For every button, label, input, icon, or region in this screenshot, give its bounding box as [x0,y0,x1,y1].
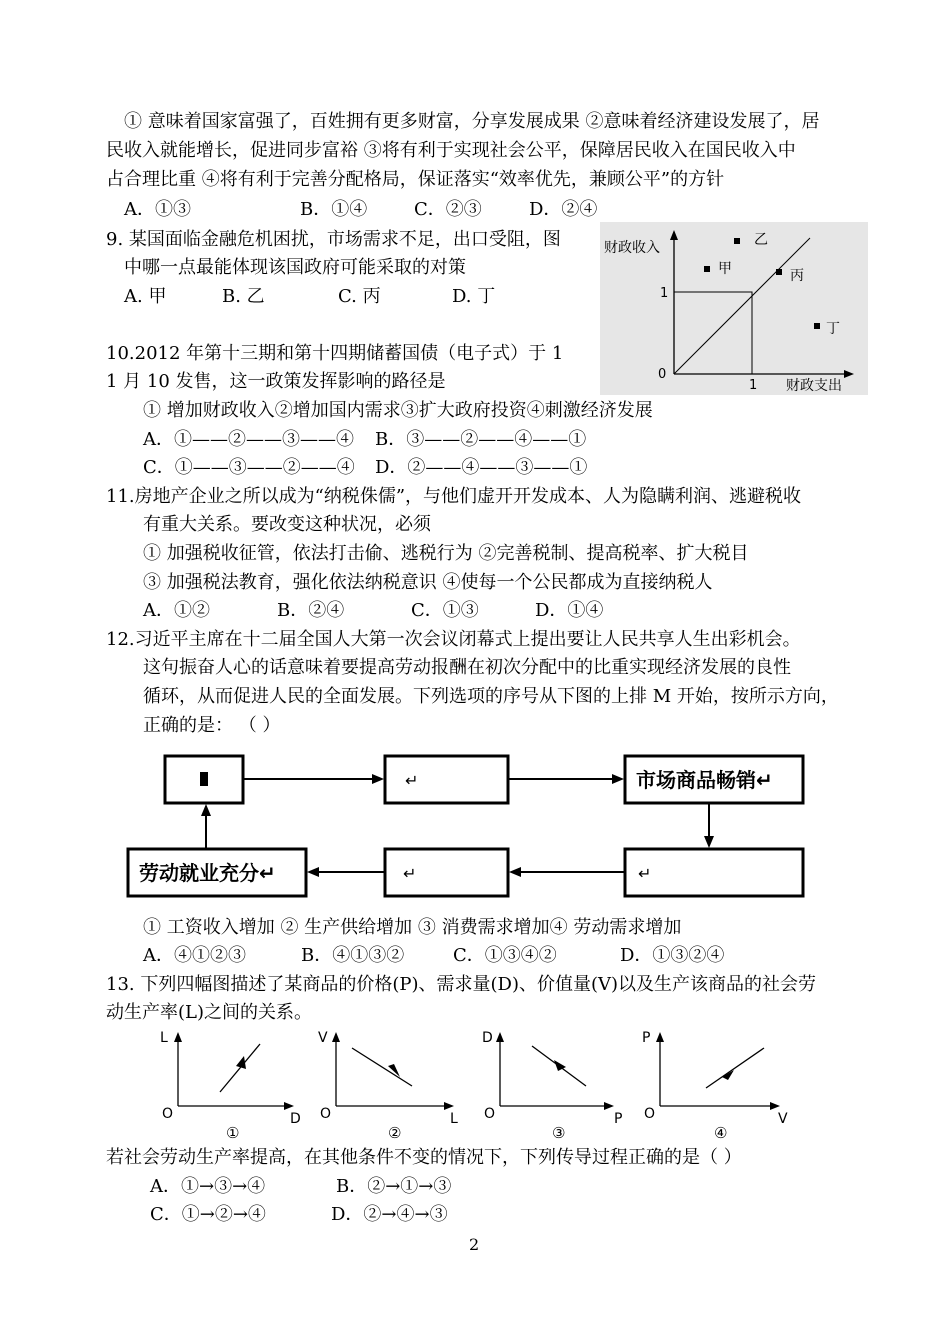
q10-option-b: B．③——②——④——① [375,429,587,450]
flow-box-market-label: 市场商品畅销↵ [636,768,773,792]
flow-box-labor-label: 劳动就业充分↵ [139,861,276,885]
q13-option-a: A．①→③→④ [150,1176,266,1197]
q12-option-b: B．④①③② [301,945,405,966]
q13-g1-y: L [160,1030,168,1046]
q9-ylabel: 财政收入 [604,240,660,256]
q10-option-d: D．②——④——③——① [375,457,588,478]
q13-g4-y: P [642,1030,651,1046]
flow-arrowhead-6 [201,804,211,816]
q13-option-d: D．②→④→③ [331,1204,448,1225]
q9-option-c: C. 丙 [338,286,381,307]
q9-xtick: 1 [749,378,758,393]
q13-option-c: C．①→②→④ [150,1204,266,1225]
q9-point-yi-marker [734,238,740,244]
q11-line-3: ① 加强税收征管，依法打击偷、逃税行为 ②完善税制、提高税率、扩大税目 [143,543,749,564]
q9-point-jia: 甲 [718,261,732,277]
q13-g3-origin: O [484,1106,496,1122]
q9-option-b: B. 乙 [222,286,265,307]
q12-line-1: 12.习近平主席在十二届全国人大第一次会议闭幕式上提出要让人民共享人生出彩机会。 [106,629,801,650]
intro-line-2: 民收入就能增长，促进同步富裕 ③将有利于实现社会公平，保障居民收入在国民收入中 [106,140,796,161]
q13-graph-3 [482,1030,622,1142]
intro-line-1: ① 意味着国家富强了，百姓拥有更多财富，分享发展成果 ②意味着经济建设发展了，居 [124,111,820,132]
q13-line-3: 若社会劳动生产率提高，在其他条件不变的情况下，下列传导过程正确的是（ ） [106,1147,742,1168]
q9-point-bing-marker [776,269,782,275]
q13-line-1: 13. 下列四幅图描述了某商品的价格(P)、需求量(D)、价值量(V)以及生产该商品的社会劳 [106,974,817,995]
q11-option-d: D．①④ [535,600,604,621]
q9-point-ding-marker [814,323,820,329]
q13-graph-4 [642,1030,788,1142]
intro-option-d: D．②④ [529,199,598,220]
q11-line-2: 有重大关系。要改变这种状况，必须 [143,514,431,535]
flow-box-top-mid [385,756,508,803]
q13-g4-origin: O [644,1106,656,1122]
flow-arrowhead-3 [704,836,714,848]
flow-arrowhead-4 [509,867,521,877]
q10-option-c: C．①——③——②——④ [143,457,355,478]
q9-ytick: 1 [660,286,669,301]
q13-g4-x: V [778,1111,788,1127]
q9-option-d: D. 丁 [452,286,496,307]
q13-graph-2 [318,1030,458,1142]
q12-option-c: C．①③④② [453,945,557,966]
q11-option-c: C．①③ [411,600,479,621]
q10-line-3: ① 增加财政收入②增加国内需求③扩大政府投资④刺激经济发展 [143,400,653,421]
q9-line-1: 9. 某国面临金融危机困扰，市场需求不足，出口受阻，图 [106,229,561,250]
q9-point-jia-marker [704,266,710,272]
q13-g4-num: ④ [714,1124,728,1142]
q9-point-bing: 丙 [790,268,804,284]
q10-line-2: 1 月 10 发售，这一政策发挥影响的路径是 [106,371,446,392]
q12-option-a: A．④①②③ [143,945,246,966]
q9-xlabel: 财政支出 [786,378,842,394]
q9-option-a: A. 甲 [124,286,167,307]
q12-flow-diagram [120,748,820,908]
q13-g1-num: ① [226,1124,240,1142]
intro-option-b: B．①④ [300,199,368,220]
q9-fiscal-chart [600,222,868,395]
q11-line-1: 11.房地产企业之所以成为“纳税侏儒”，与他们虚开开发成本、人为隐瞒利润、逃避税收 [106,486,802,507]
q13-g3-num: ③ [552,1124,566,1142]
flow-box-bottom-mid-label: ↵ [403,864,417,883]
flow-box-bottom-right-label: ↵ [638,864,652,883]
q11-option-b: B．②④ [277,600,345,621]
q11-option-a: A．①② [143,600,210,621]
q12-line-4: 正确的是： （ ） [143,715,281,736]
q13-g2-y: V [318,1030,328,1046]
q13-g1-x: D [290,1111,301,1127]
page-number: 2 [469,1235,480,1254]
intro-line-3: 占合理比重 ④将有利于完善分配格局，保证落实“效率优先，兼顾公平”的方针 [106,169,725,190]
flow-arrowhead-1 [372,774,384,784]
q13-graph-1 [160,1030,301,1142]
q10-option-a: A．①——②——③——④ [143,429,354,450]
q13-g3-x: P [614,1111,623,1127]
q10-line-1: 10.2012 年第十三期和第十四期储蓄国债（电子式）于 1 [106,343,564,364]
flow-arrowhead-5 [307,867,319,877]
q12-line-2: 这句振奋人心的话意味着要提高劳动报酬在初次分配中的比重实现经济发展的良性 [143,657,791,678]
q13-g2-num: ② [388,1124,402,1142]
q12-line-3: 循环，从而促进人民的全面发展。下列选项的序号从下图的上排 M 开始，按所示方向， [143,686,839,707]
q13-graphs [150,1026,810,1142]
q13-line-2: 动生产率(L)之间的关系。 [106,1002,312,1023]
q13-option-b: B．②→①→③ [336,1176,452,1197]
flow-box-m-mark [200,772,208,786]
intro-option-c: C．②③ [414,199,482,220]
q12-choices: ① 工资收入增加 ② 生产供给增加 ③ 消费需求增加④ 劳动需求增加 [143,917,682,938]
q9-line-2: 中哪一点最能体现该国政府可能采取的对策 [124,257,466,278]
flow-box-top-mid-label: ↵ [405,771,419,790]
q9-point-yi: 乙 [754,232,768,248]
q11-line-4: ③ 加强税法教育，强化依法纳税意识 ④使每一个公民都成为直接纳税人 [143,572,713,593]
q13-g2-origin: O [320,1106,332,1122]
q13-g2-x: L [450,1111,458,1127]
intro-option-a: A．①③ [124,199,191,220]
flow-box-bottom-right [625,849,803,896]
q13-g1-origin: O [162,1106,174,1122]
q9-origin: 0 [658,367,667,382]
q9-point-ding: 丁 [826,321,840,337]
q13-g3-y: D [482,1030,493,1046]
flow-arrowhead-2 [612,774,624,784]
q12-option-d: D．①③②④ [620,945,725,966]
